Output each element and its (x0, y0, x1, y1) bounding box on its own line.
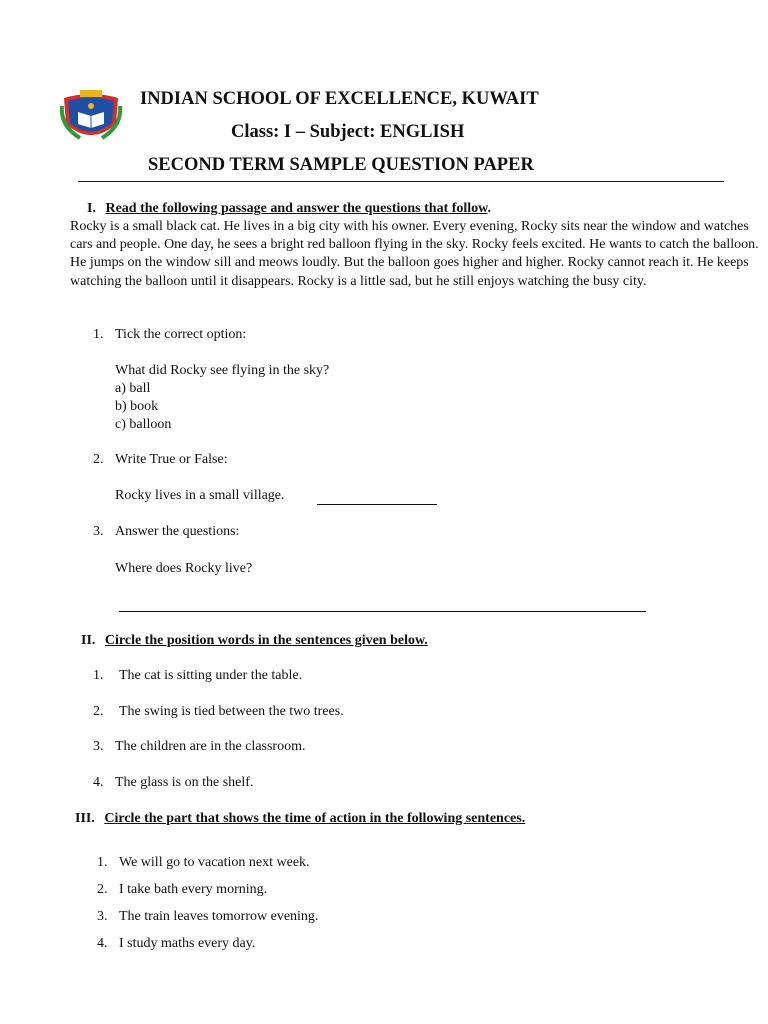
q2-answer-line (317, 504, 437, 505)
s3-item-4-text: I study maths every day. (119, 936, 256, 951)
paper-title: SECOND TERM SAMPLE QUESTION PAPER (148, 155, 534, 175)
class-subject: Class: I – Subject: ENGLISH (231, 122, 465, 142)
s3-item-1-number: 1. (97, 855, 108, 870)
q3-answer-line (119, 611, 646, 612)
s3-item-1-text: We will go to vacation next week. (119, 855, 310, 870)
s2-item-2-text: The swing is tied between the two trees. (119, 704, 344, 719)
section-1-title-end: . (487, 201, 492, 216)
s3-item-2-text: I take bath every morning. (119, 882, 268, 897)
s3-item-2-number: 2. (97, 882, 108, 897)
q1-number: 1. (93, 327, 104, 342)
section-2-numeral: II. (81, 633, 96, 648)
section-3-title: Circle the part that shows the time of action in the following sentences. (104, 811, 526, 826)
s2-item-3-number: 3. (93, 739, 104, 754)
s2-item-2-number: 2. (93, 704, 104, 719)
section-1-numeral: I. (87, 201, 96, 216)
q1-instruction: Tick the correct option: (115, 327, 247, 342)
q1-option-c: c) balloon (115, 417, 172, 432)
school-crest-icon (58, 88, 124, 144)
section-1-title: Read the following passage and answer the questions that follow (105, 201, 488, 216)
q2-statement: Rocky lives in a small village. (115, 488, 285, 503)
s2-item-1-text: The cat is sitting under the table. (119, 668, 303, 683)
s3-item-3-text: The train leaves tomorrow evening. (119, 909, 319, 924)
q2-instruction: Write True or False: (115, 452, 228, 467)
section-1-heading (87, 201, 491, 217)
section-2-heading (81, 633, 428, 649)
s3-item-4-number: 4. (97, 936, 108, 951)
q2-number: 2. (93, 452, 104, 467)
section-3-heading (75, 811, 525, 827)
q3-instruction: Answer the questions: (115, 524, 240, 539)
section-2-title: Circle the position words in the sentences given below. (104, 633, 428, 648)
s2-item-4-text: The glass is on the shelf. (115, 775, 254, 790)
s3-item-3-number: 3. (97, 909, 108, 924)
header-divider (78, 181, 724, 182)
reading-passage: Rocky is a small black cat. He lives in a big city with his owner. Every evening, Rocky sits near the window and watches cars and people. One day, he sees a bright red balloon flying in the sky. Rocky feels excited. He wants to catch the balloon. He jumps on the window sill and meows loudly. But the balloon goes higher and higher. Rocky cannot reach it. He keeps watching the balloon until it disappears. Rocky is a little sad, but he still enjoys watching the busy city. (70, 219, 759, 289)
q3-question: Where does Rocky live? (115, 561, 253, 576)
s2-item-3-text: The children are in the classroom. (115, 739, 306, 754)
section-3-numeral: III. (75, 811, 95, 826)
school-logo (58, 88, 124, 144)
q3-number: 3. (93, 524, 104, 539)
s2-item-1-number: 1. (93, 668, 104, 683)
s2-item-4-number: 4. (93, 775, 104, 790)
q1-option-a: a) ball (115, 381, 151, 396)
q1-option-b: b) book (115, 399, 159, 414)
q1-question: What did Rocky see flying in the sky? (115, 363, 330, 378)
school-name: INDIAN SCHOOL OF EXCELLENCE, KUWAIT (140, 89, 539, 109)
